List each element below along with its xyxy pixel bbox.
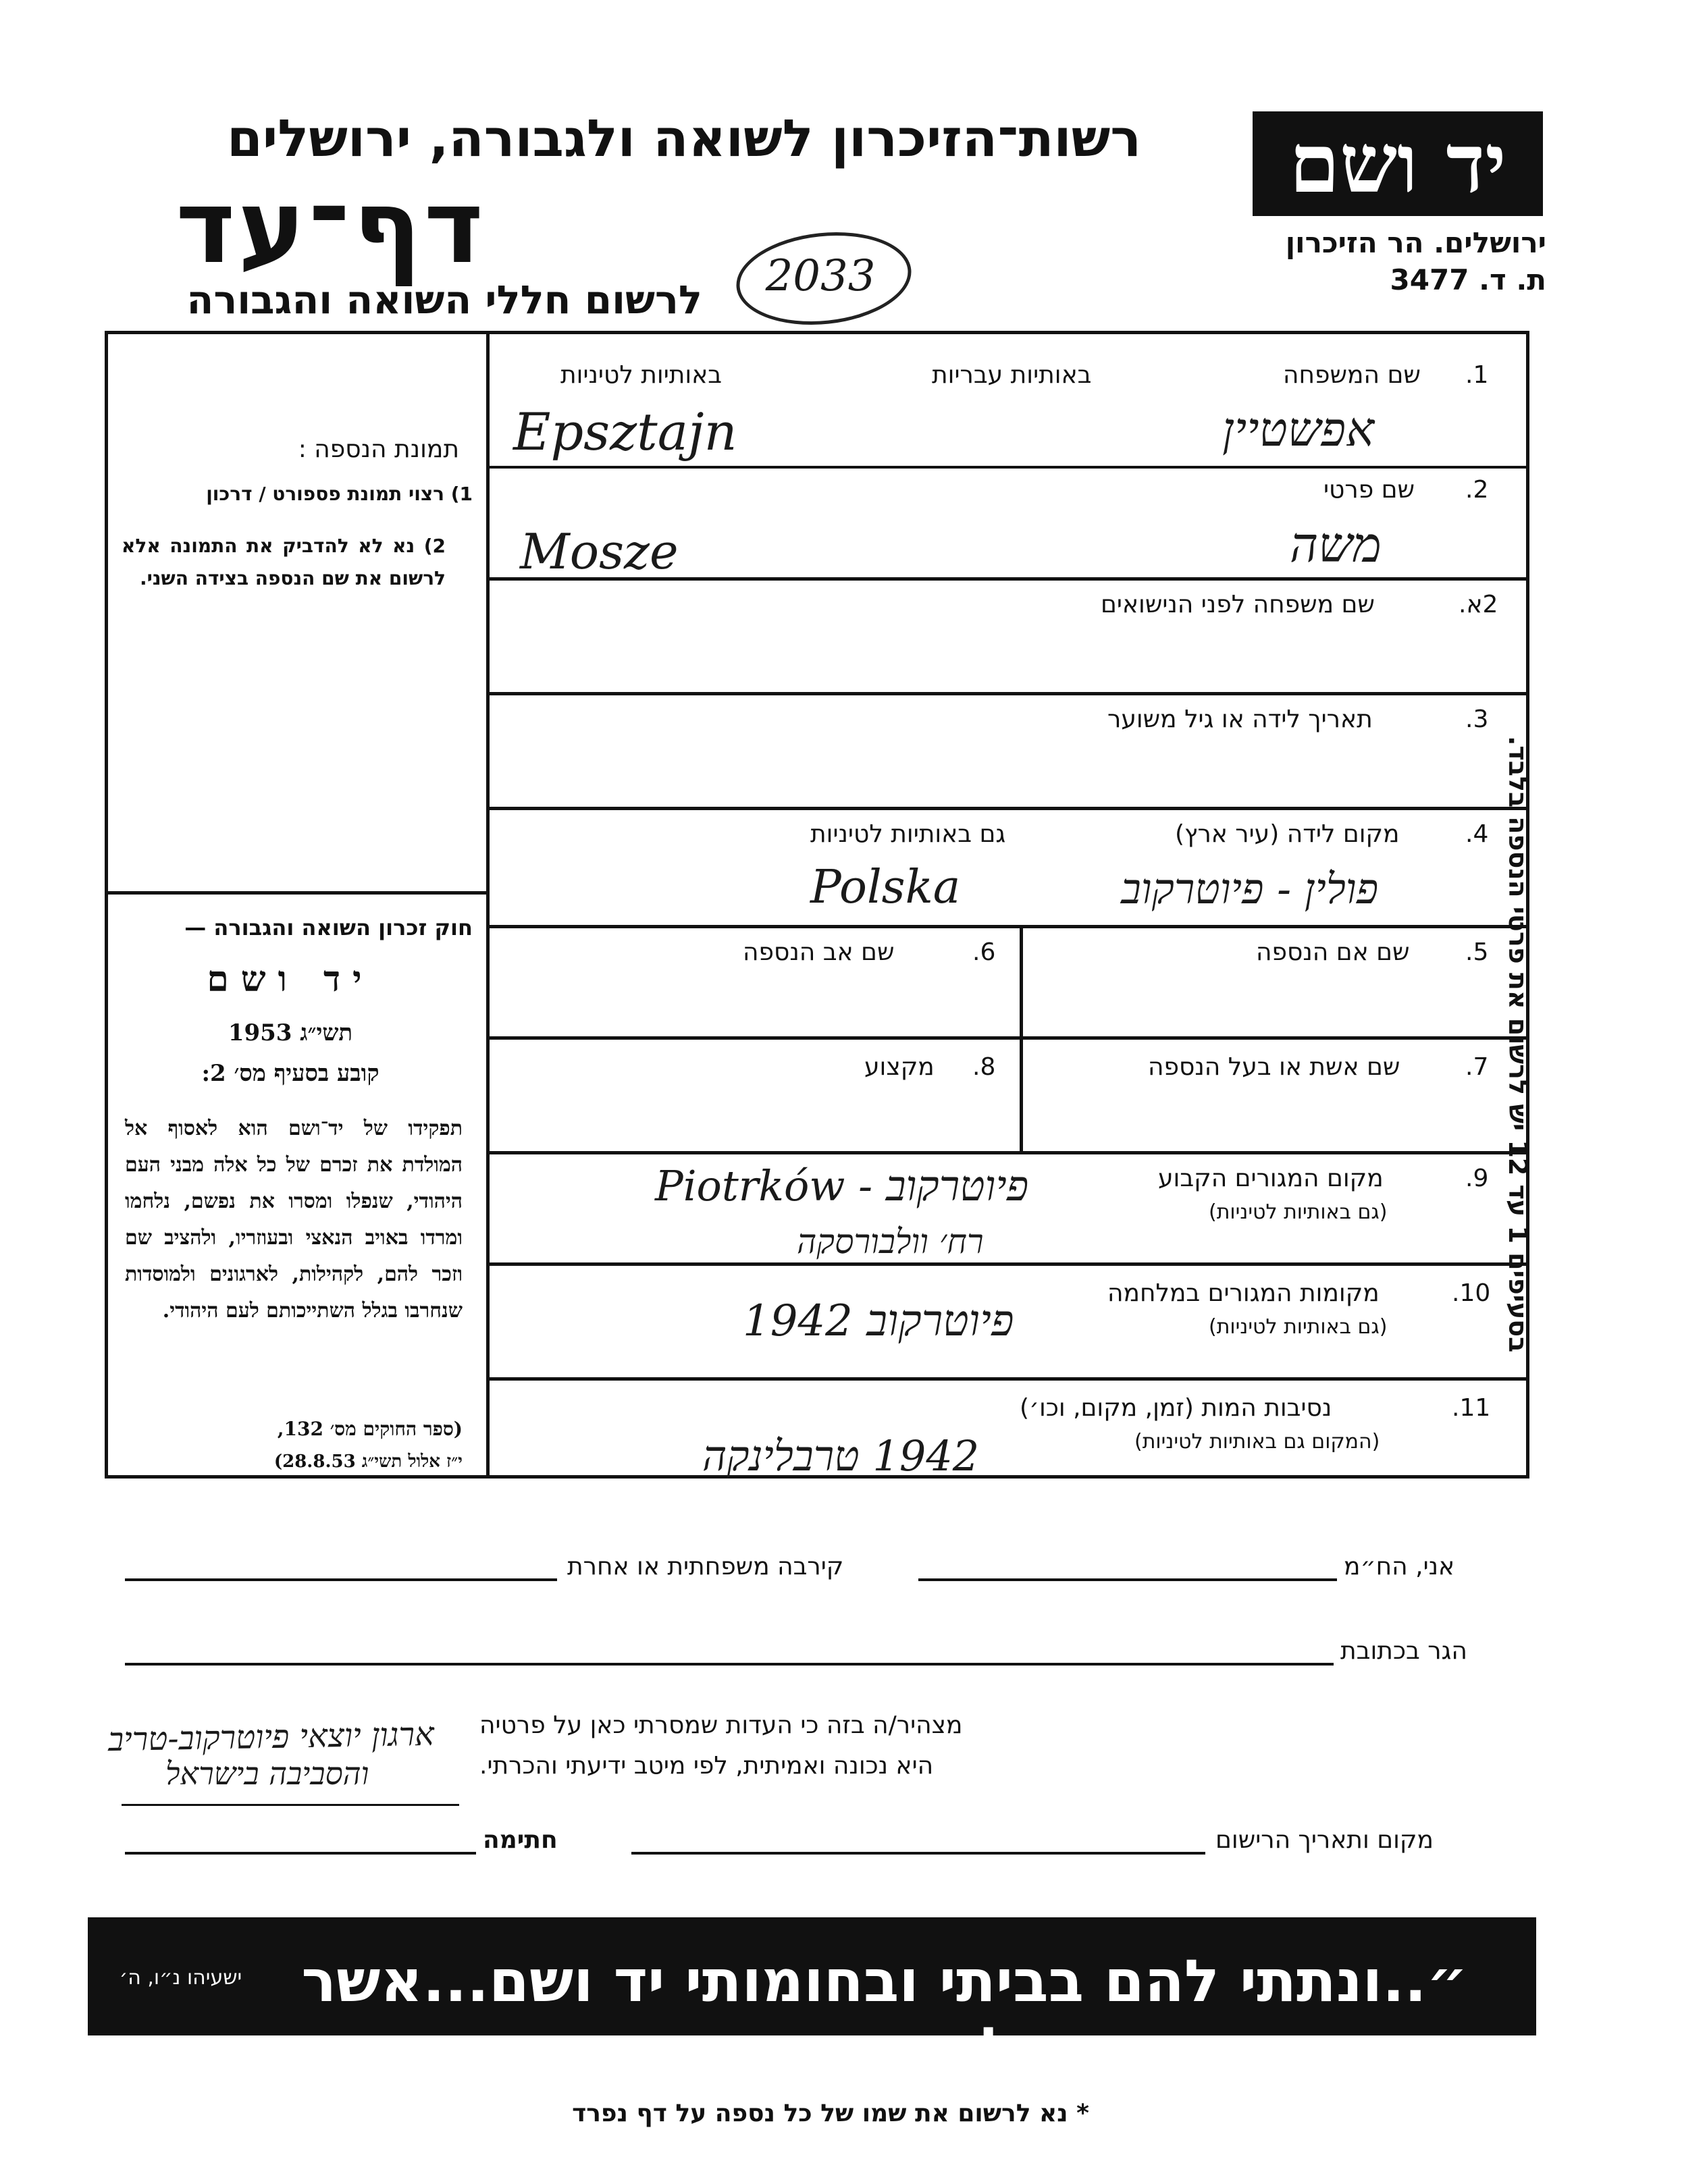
relation-line[interactable] bbox=[125, 1578, 557, 1581]
death-circumstances-value[interactable]: 1942 טרבלינקה bbox=[702, 1431, 980, 1481]
address-line[interactable] bbox=[125, 1663, 1334, 1666]
left-box-divider bbox=[105, 891, 490, 895]
surname-latin-value[interactable]: Epsztajn bbox=[513, 402, 737, 462]
field-8-number: 8. bbox=[972, 1053, 996, 1081]
signature-line[interactable] bbox=[125, 1852, 476, 1855]
field-8-label: מקצוע bbox=[864, 1053, 935, 1081]
first-name-latin-value[interactable]: Mosze bbox=[520, 523, 679, 580]
declarant-name-line[interactable] bbox=[918, 1578, 1337, 1581]
address-label: הגר בכתובת bbox=[1340, 1637, 1467, 1665]
row-line bbox=[486, 1151, 1529, 1154]
row-line bbox=[486, 1036, 1529, 1040]
row-line bbox=[486, 925, 1529, 928]
logo-location: ירושלים. הר הזיכרון bbox=[1285, 226, 1546, 259]
field-3-number: 3. bbox=[1465, 705, 1489, 733]
field-11-note: (המקום גם באותיות לטיניות) bbox=[1134, 1430, 1380, 1454]
photo-box-title: תמונת הנספה : bbox=[298, 435, 459, 463]
organization-stamp-line-2: והסביבה בישראל bbox=[165, 1755, 369, 1792]
field-6-label: שם אב הנספה bbox=[743, 938, 895, 966]
place-date-line[interactable] bbox=[631, 1852, 1205, 1855]
signature-label: חתימה bbox=[483, 1826, 558, 1854]
organization-stamp-line-1: ארגון יוצאי פיוטרקוב-טריב bbox=[107, 1715, 435, 1759]
field-2a-label: שם משפחה לפני הנישואים bbox=[1101, 591, 1375, 618]
surname-hebrew-value[interactable]: אפשטיין bbox=[1222, 402, 1375, 457]
field-5-number: 5. bbox=[1465, 938, 1489, 966]
photo-instruction-1: 1) רצוי תמונת פספורט / דרכון bbox=[206, 483, 473, 505]
yad-vashem-logo: יד ושם bbox=[1253, 111, 1543, 216]
field-2-number: 2. bbox=[1465, 476, 1489, 504]
law-source-2: י״ז אלול תשי״ג 28.8.53) bbox=[273, 1451, 463, 1472]
field-1-number: 1. bbox=[1465, 361, 1489, 389]
banner-reference: ישעיהו נ״ו, ה׳ bbox=[119, 1966, 242, 1990]
inner-divider bbox=[1020, 925, 1023, 1151]
wartime-residence-value[interactable]: פיוטרקוב 1942 bbox=[743, 1296, 1014, 1346]
field-1-latin-header: באותיות לטיניות bbox=[560, 361, 723, 389]
stamp-underline bbox=[122, 1804, 459, 1806]
law-year: תשי״ג 1953 bbox=[228, 1019, 353, 1046]
residence-value[interactable]: פיוטרקוב - Piotrków bbox=[655, 1161, 1029, 1210]
footnote: * נא לרשום את שמו של כל נספה על דף נפרד bbox=[572, 2100, 1089, 2127]
ref-number: 2033 bbox=[765, 251, 876, 301]
field-11-label: נסיבות המות (זמן, מקום, וכו׳) bbox=[1020, 1394, 1332, 1422]
place-date-label: מקום ותאריך הרישום bbox=[1215, 1826, 1434, 1854]
field-11-number: 11. bbox=[1452, 1394, 1491, 1422]
field-7-number: 7. bbox=[1465, 1053, 1489, 1081]
field-9-label: מקום המגורים הקבוע bbox=[1158, 1165, 1384, 1192]
field-9-number: 9. bbox=[1465, 1165, 1489, 1192]
birthplace-latin-value[interactable]: Polska bbox=[810, 861, 961, 914]
field-2-label: שם פרטי bbox=[1323, 476, 1415, 504]
birthplace-hebrew-value[interactable]: פולין - פיוטרקוב bbox=[1121, 864, 1379, 913]
form-subtitle: לרשום חללי השואה והגבורה bbox=[186, 277, 702, 323]
row-line bbox=[486, 466, 1529, 469]
logo-po-box: ת. ד. 3477 bbox=[1390, 263, 1546, 296]
law-heading: חוק זכרון השואה והגבורה — bbox=[184, 915, 473, 940]
statement-line-2: היא נכונה ואמיתית, לפי מיטב ידיעתי והכרתי. bbox=[479, 1752, 934, 1780]
field-1-hebrew-header: באותיות עבריות bbox=[932, 361, 1092, 389]
first-name-hebrew-value[interactable]: משה bbox=[1290, 516, 1382, 573]
law-source-1: (ספר החוקים מס׳ 132, bbox=[277, 1418, 463, 1440]
field-6-number: 6. bbox=[972, 938, 996, 966]
field-4-number: 4. bbox=[1465, 820, 1489, 848]
field-9-note: (גם באותיות לטיניות) bbox=[1209, 1200, 1388, 1224]
law-body: תפקידו של יד־ושם הוא לאסוף אל המולדת את זכרם של כל אלה מבני העם היהודי, שנפלו ומסרו את נפשם, נלחמו ומרדו באויב הנאצי ובעוזריו, ולהציב שם וזכר להם, לקהילות, לארגונים ולמוסדות שנחרבו בגלל השתייכותם לעם היהודי. bbox=[125, 1117, 463, 1323]
row-line bbox=[486, 1262, 1529, 1266]
field-4-latin-header: גם באותיות לטיניות bbox=[810, 820, 1006, 848]
side-instruction: בסעיפים 1 עד 12 יש לרשום את פרטי הנספה בלבד. bbox=[1503, 736, 1533, 1353]
form-title: דף־עד bbox=[176, 169, 486, 286]
relation-label: קירבה משפחתית או אחרת bbox=[567, 1553, 844, 1580]
field-4-label: מקום לידה (עיר ארץ) bbox=[1175, 820, 1400, 848]
field-1-label: שם המשפחה bbox=[1283, 361, 1421, 389]
photo-instruction-2: 2) נא לא להדביק את התמונה אלא לרשום את שם הנספה בצידה השני. bbox=[122, 535, 446, 589]
field-10-number: 10. bbox=[1452, 1279, 1491, 1307]
row-line bbox=[486, 1377, 1529, 1381]
field-5-label: שם אם הנספה bbox=[1256, 938, 1410, 966]
row-line bbox=[486, 807, 1529, 810]
row-line bbox=[486, 692, 1529, 695]
residence-street-value[interactable]: רח׳ וולבורסקה bbox=[797, 1222, 984, 1261]
field-2a-number: 2א. bbox=[1459, 591, 1498, 618]
field-10-note: (גם באותיות לטיניות) bbox=[1209, 1315, 1388, 1339]
institution-name: רשות־הזיכרון לשואה ולגבורה, ירושלים bbox=[227, 108, 1141, 168]
statement-line-1: מצהיר/ה בזה כי העדות שמסרתי כאן על פרטיה bbox=[479, 1711, 963, 1739]
column-divider bbox=[486, 331, 490, 1479]
field-10-label: מקומות המגורים במלחמה bbox=[1107, 1279, 1380, 1307]
law-name: יד ושם bbox=[207, 959, 374, 1000]
declarant-label: אני, הח״מ bbox=[1344, 1553, 1455, 1580]
field-3-label: תאריך לידה או גיל משוער bbox=[1107, 705, 1373, 733]
law-clause: קובע בסעיף מס׳ 2: bbox=[201, 1060, 379, 1087]
field-7-label: שם אשת או בעל הנספה bbox=[1148, 1053, 1400, 1081]
banner-quote: ״..ונתתי להם בביתי ובחומותי יד ושם...אשר לא יכרת״ bbox=[301, 1948, 1468, 2083]
